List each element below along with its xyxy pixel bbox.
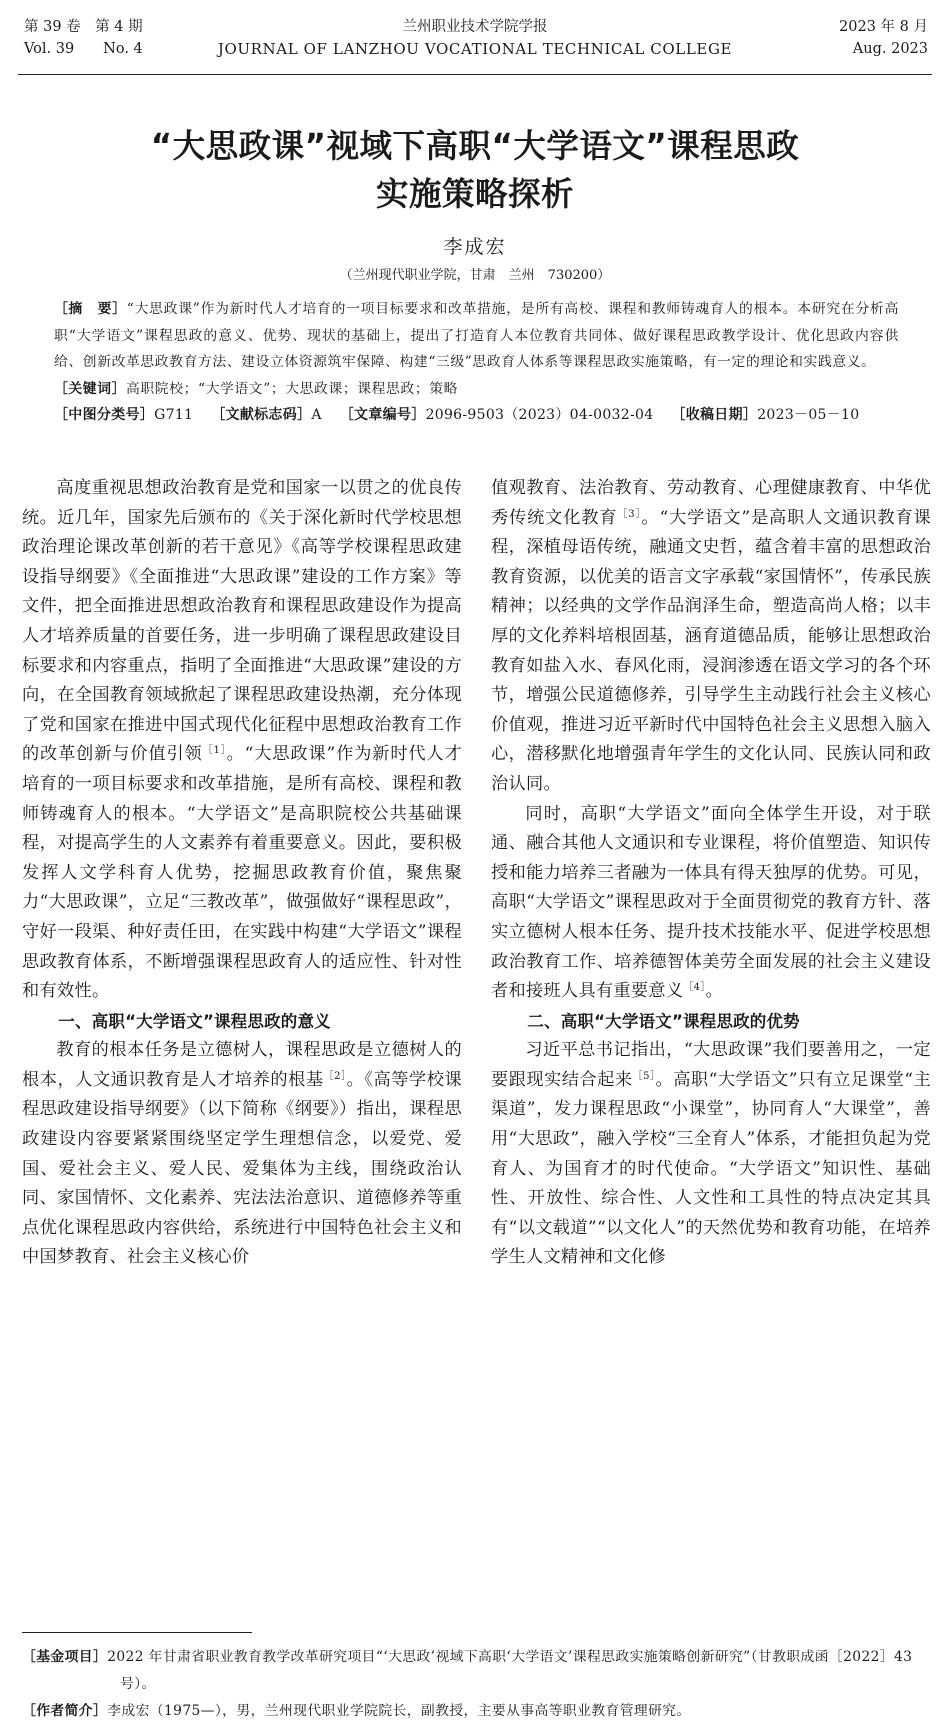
- section1-cont-text-b: 。“大学语文”是高职人文通识教育课程，深植母语传统，融通文史哲，蕴含着丰富的思想政治教育资源，以优美的语言文字承载“家国情怀”，传承民族精神；以经典的文学作品润泽生命，塑造高尚人格；以丰厚的文化养料培根固基，涵育道德品质，能够让思想政治教育如盐入水、春风化雨，浸润渗透在语文学习的各个环节，增强公民道德修养，引导学生主动践行社会主义核心价值观，推进习近平新时代中国特色社会主义思想入脑入心，潜移默化地增强青年学生的文化认同、民族认同和政治认同。: [491, 507, 931, 794]
- abstract-text: “大思政课”作为新时代人才培育的一项目标要求和改革措施，是所有高校、课程和教师铸魂育人的根本。本研究在分析高职“大学语文”课程思政的意义、优势、现状的基础上，提出了打造育人本位教育共同体、做好课程思政教学设计、优化思政内容供给、创新改革思政教育方法、建设立体资源筑牢保障、构建“三级”思政育人体系等课程思政实施策略，有一定的理论和实践意义。: [54, 301, 899, 370]
- page-header: [18, 14, 932, 75]
- doc-code-value: A: [311, 407, 322, 423]
- date-cn: 2023 年 8 月: [839, 19, 928, 35]
- volume-cn: 第 39 卷 第 4 期: [24, 19, 143, 35]
- section1-paragraph: [22, 1036, 462, 1273]
- article-no-value: 2096-9503（2023）04-0032-04: [425, 407, 654, 423]
- section2-text-a: 习近平总书记指出，“大思政课”我们要善用之，一定要跟现实结合起来: [491, 1040, 931, 1090]
- article-title: [0, 122, 950, 218]
- section2-text-b: 。高职“大学语文”只有立足课堂“主渠道”，发力课程思政“小课堂”，协同育人“大课堂”，善用“大思政”，融入学校“三全育人”体系，才能担负起为党育人、为国育才的时代使命。“大学语文”知识性、基础性、开放性、综合性、人文性和工具性的特点决定其具有“以文载道”“以文化人”的天然优势和教育功能，在培养学生人文精神和文化修: [491, 1069, 932, 1268]
- footnotes: [22, 1644, 930, 1725]
- section-heading-1: 一、高职“大学语文”课程思政的意义: [58, 1011, 331, 1031]
- title-line-1: “大思政课”视域下高职“大学语文”课程思政: [150, 127, 800, 165]
- doc-code-label: ［文献标志码］: [211, 407, 312, 423]
- date-en: Aug. 2023: [852, 41, 928, 57]
- journal-name-cn: 兰州职业技术学院学报: [402, 19, 548, 35]
- article-no-label: ［文章编号］: [339, 407, 426, 423]
- author-affiliation: （兰州现代职业学院，甘肃 兰州 730200）: [339, 268, 611, 283]
- footnote-divider: [22, 1632, 252, 1633]
- left-column: [22, 474, 462, 1273]
- keywords-text: 高职院校；“大学语文”；大思政课；课程思政；策略: [125, 380, 459, 397]
- citation-4: ［4］: [683, 982, 706, 994]
- abstract-label: ［摘 要］: [54, 301, 127, 317]
- funding-label: ［基金项目］: [22, 1649, 108, 1665]
- section1-paragraph-2: [491, 800, 931, 1007]
- section1-text-b: 。《高等学校课程思政建设指导纲要》（以下简称《纲要》）指出，课程思政建设内容要紧紧围绕坚定学生理想信念，以爱党、爱国、爱社会主义、爱人民、爱集体为主线，围绕政治认同、家国情怀、文化素养、宪法法治意识、道德修养等重点优化课程思政内容供给，系统进行中国特色社会主义和中国梦教育、社会主义核心价: [22, 1069, 462, 1268]
- citation-2: ［2］: [323, 1070, 347, 1082]
- author-name: 李成宏: [443, 236, 507, 258]
- keywords-label: ［关键词］: [54, 380, 126, 397]
- section1-continued: [491, 474, 931, 800]
- citation-5: ［5］: [632, 1070, 656, 1082]
- citation-1: ［1］: [202, 745, 227, 757]
- abstract-block: [54, 296, 899, 429]
- keywords: [54, 376, 899, 403]
- author-bio-note: [22, 1698, 930, 1725]
- funding-text: 2022 年甘肃省职业教育教学改革研究项目“‘大思政’视域下高职‘大学语文’课程思政实施策略创新研究”（甘教职成函［2022］43 号）。: [107, 1649, 913, 1692]
- section1-text-a: 教育的根本任务是立德树人，课程思政是立德树人的根本，人文通识教育是人才培养的根基: [22, 1040, 462, 1090]
- volume-en: Vol. 39 No. 4: [24, 41, 143, 57]
- received-label: ［收稿日期］: [671, 407, 758, 423]
- author-bio-label: ［作者简介］: [22, 1703, 108, 1719]
- section-heading-2: 二、高职“大学语文”课程思政的优势: [527, 1011, 800, 1031]
- received-value: 2023－05－10: [757, 407, 860, 423]
- clc-label: ［中图分类号］: [54, 407, 155, 423]
- intro-text-a: 高度重视思想政治教育是党和国家一以贯之的优良传统。近几年，国家先后颁布的《关于深化新时代学校思想政治理论课改革创新的若干意见》《高等学校课程思政建设指导纲要》《全面推进“大思政课”建设的工作方案》等文件，把全面推进思想政治教育和课程思政建设作为提高人才培养质量的首要任务，进一步明确了课程思政建设目标要求和内容重点，指明了全面推进“大思政课”建设的方向，在全国教育领域掀起了课程思政建设热潮，充分体现了党和国家在推进中国式现代化征程中思想政治教育工作的改革创新与价值引领: [22, 478, 462, 765]
- funding-note: [22, 1644, 930, 1698]
- abstract: [54, 296, 899, 376]
- section1-p2-text-a: 同时，高职“大学语文”面向全体学生开设，对于联通、融合其他人文通识和专业课程，将价值塑造、知识传授和能力培养三者融为一体具有得天独厚的优势。可见，高职“大学语文”课程思政对于全面贯彻党的教育方针、落实立德树人根本任务、提升技术技能水平、促进学校思想政治教育工作、培养德智体美劳全面发展的社会主义建设者和接班人具有重要意义: [491, 803, 931, 1002]
- title-line-2: 实施策略探析: [375, 175, 574, 213]
- intro-paragraph: [22, 474, 462, 1007]
- right-column: [491, 474, 931, 1273]
- journal-name: [18, 16, 932, 60]
- citation-3: ［3］: [617, 508, 642, 520]
- intro-text-b: 。“大思政课”作为新时代人才培育的一项目标要求和改革措施，是所有高校、课程和教师铸魂育人的根本。“大学语文”是高职院校公共基础课程，对提高学生的人文素养有着重要意义。因此，要积极发挥人文学科育人优势，挖掘思政教育价值，聚焦聚力“大思政课”，立足“三教改革”，做强做好“课程思政”，守好一段渠、种好责任田，在实践中构建“大学语文”课程思政教育体系，不断增强课程思政育人的适应性、针对性和有效性。: [22, 744, 462, 1002]
- journal-name-en: JOURNAL OF LANZHOU VOCATIONAL TECHNICAL COLLEGE: [217, 40, 733, 58]
- section1-cont-text-a: 值观教育、法治教育、劳动教育、心理健康教育、中华优秀传统文化教育: [491, 478, 931, 528]
- classification-line: [54, 402, 899, 429]
- issue-date: [839, 16, 928, 60]
- section2-paragraph: [491, 1036, 931, 1273]
- clc-value: G711: [154, 407, 194, 423]
- section1-p2-text-b: 。: [705, 981, 724, 1002]
- author-bio-text: 李成宏（1975—），男，兰州现代职业学院院长，副教授，主要从事高等职业教育管理研究。: [107, 1703, 691, 1719]
